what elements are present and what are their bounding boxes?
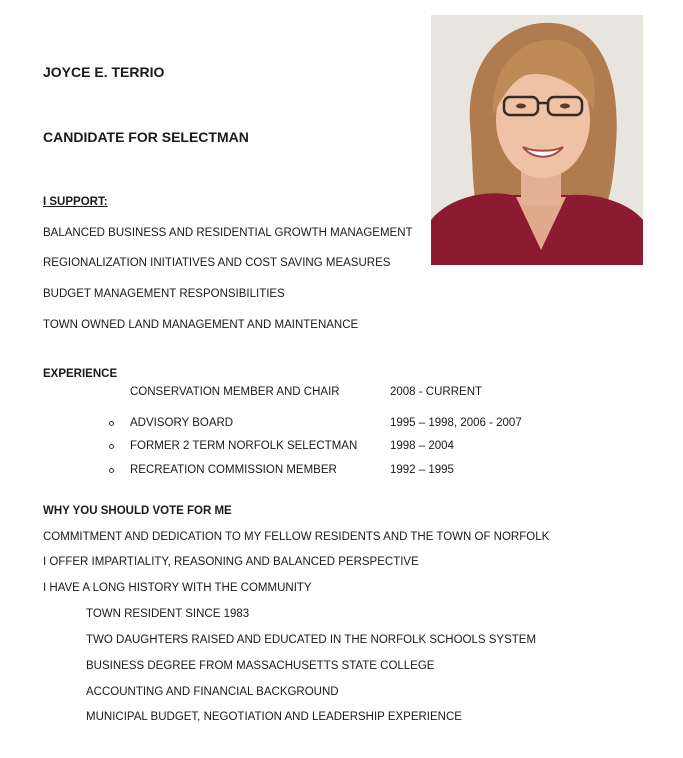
experience-role: ADVISORY BOARD: [130, 417, 234, 429]
history-item: ACCOUNTING AND FINANCIAL BACKGROUND: [86, 686, 339, 698]
history-item: BUSINESS DEGREE FROM MASSACHUSETTS STATE COLLEGE: [86, 660, 435, 672]
why-line: I OFFER IMPARTIALITY, REASONING AND BALANCED PERSPECTIVE: [43, 556, 419, 568]
bullet-icon: [109, 421, 114, 426]
why-heading: WHY YOU SHOULD VOTE FOR ME: [43, 505, 232, 517]
support-heading: I SUPPORT:: [43, 196, 108, 208]
bullet-icon: [109, 444, 114, 449]
experience-years: 2008 - CURRENT: [390, 386, 483, 398]
portrait-photo: [431, 15, 643, 265]
experience-years: 1995 – 1998, 2006 - 2007: [390, 417, 522, 429]
experience-role: FORMER 2 TERM NORFOLK SELECTMAN: [130, 440, 358, 452]
why-line: I HAVE A LONG HISTORY WITH THE COMMUNITY: [43, 582, 312, 594]
support-item: BUDGET MANAGEMENT RESPONSIBILITIES: [43, 288, 285, 300]
experience-heading: EXPERIENCE: [43, 368, 118, 380]
candidate-name: JOYCE E. TERRIO: [43, 64, 165, 80]
history-item: MUNICIPAL BUDGET, NEGOTIATION AND LEADERSHIP EXPERIENCE: [86, 711, 462, 723]
support-item: TOWN OWNED LAND MANAGEMENT AND MAINTENANCE: [43, 319, 359, 331]
experience-role: RECREATION COMMISSION MEMBER: [130, 464, 337, 476]
support-item: REGIONALIZATION INITIATIVES AND COST SAVING MEASURES: [43, 257, 391, 269]
why-line: COMMITMENT AND DEDICATION TO MY FELLOW RESIDENTS AND THE TOWN OF NORFOLK: [43, 531, 550, 543]
history-item: TWO DAUGHTERS RAISED AND EDUCATED IN THE NORFOLK SCHOOLS SYSTEM: [86, 634, 537, 646]
experience-years: 1992 – 1995: [390, 464, 454, 476]
candidacy-title: CANDIDATE FOR SELECTMAN: [43, 129, 249, 145]
experience-years: 1998 – 2004: [390, 440, 454, 452]
experience-role: CONSERVATION MEMBER AND CHAIR: [130, 386, 340, 398]
history-item: TOWN RESIDENT SINCE 1983: [86, 608, 250, 620]
portrait-photo-icon: [431, 15, 643, 265]
support-item: BALANCED BUSINESS AND RESIDENTIAL GROWTH MANAGEMENT: [43, 227, 413, 239]
bullet-icon: [109, 468, 114, 473]
